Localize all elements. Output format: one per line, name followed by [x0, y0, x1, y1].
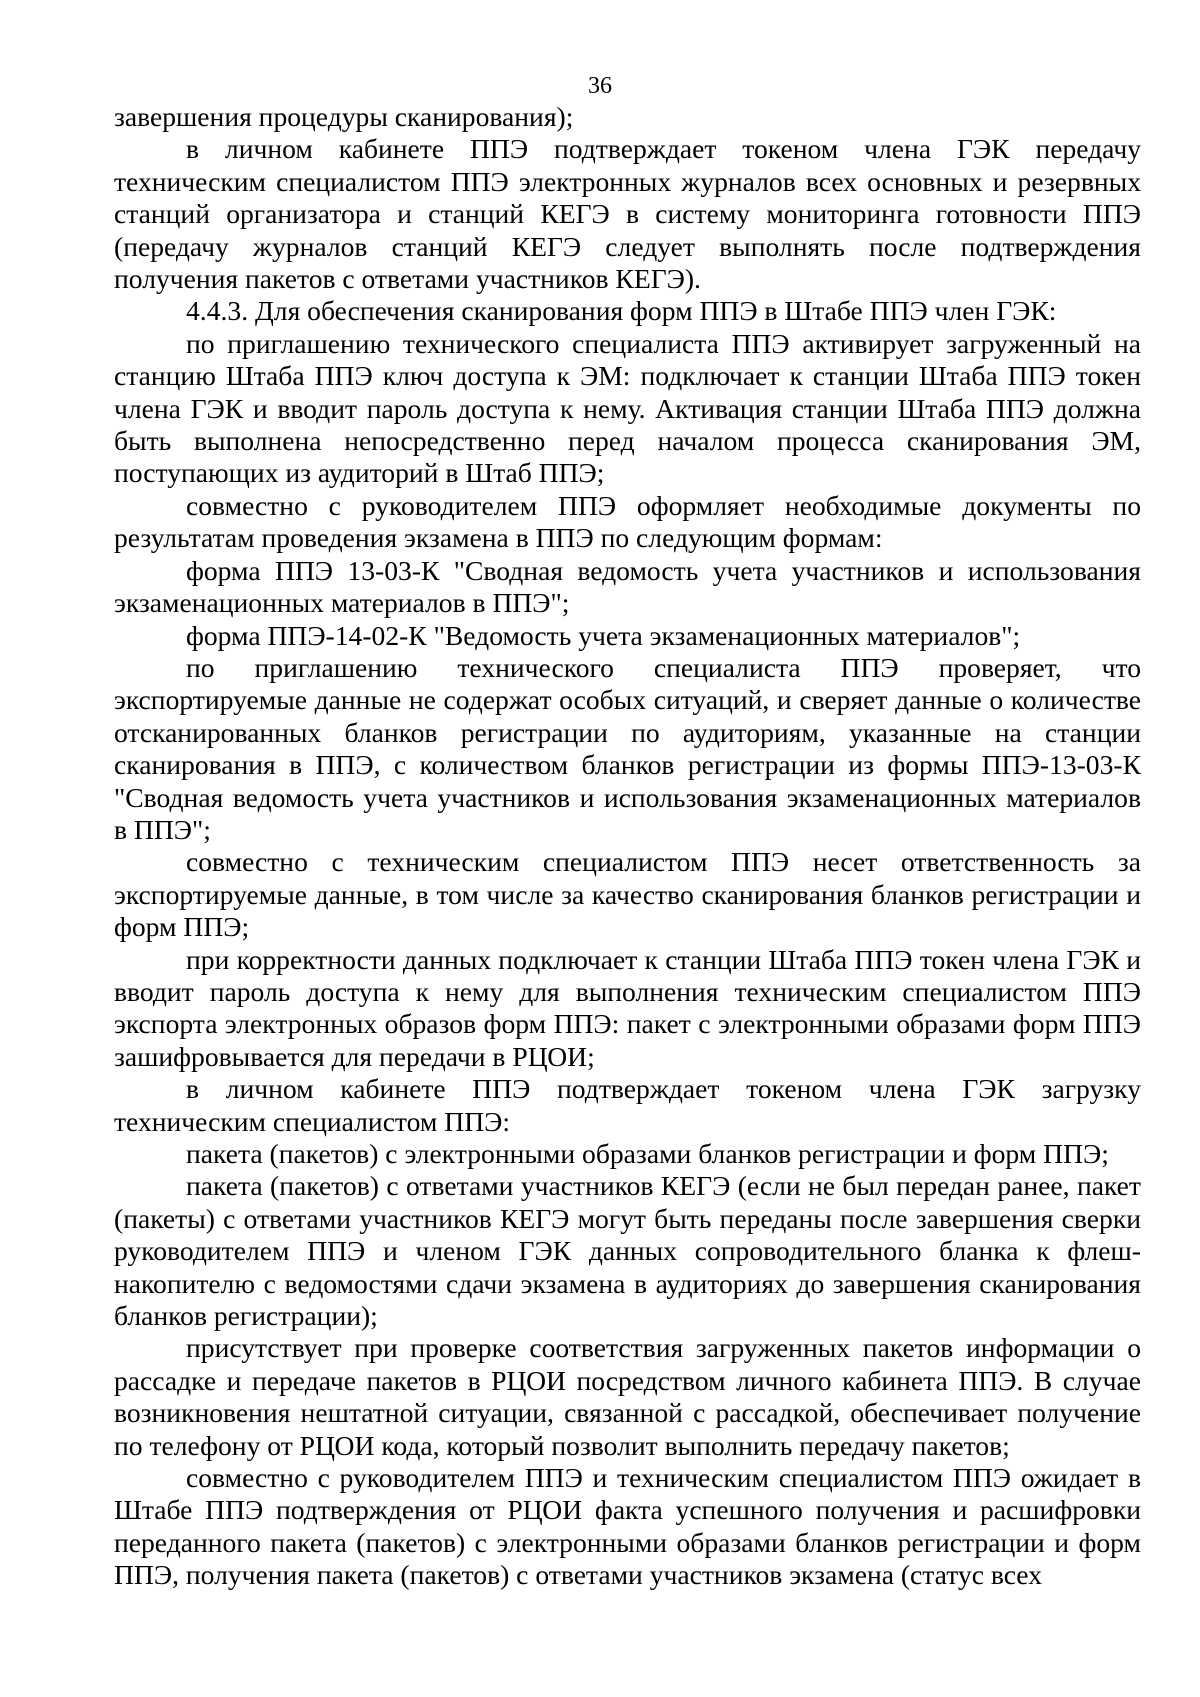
paragraph-activate-key: по приглашению технического специалиста ППЭ активирует загруженный на станцию Штаба ППЭ ключ доступа к ЭМ: подключает к станции Штаба ППЭ токен члена ГЭК и вводит пароль доступа к нему. Активация станции Штаба ППЭ должна быть выполнена непосредственно перед началом процесса сканирования ЭМ, поступающих из аудиторий в Штаб ППЭ;: [114, 327, 1141, 489]
paragraph-seating-check: присутствует при проверке соответствия загруженных пакетов информации о рассадке и передаче пакетов в РЦОИ посредством личного кабинета ППЭ. В случае возникновения нештатной ситуации, связанной с рассадкой, обеспечивает получение по телефону от РЦОИ кода, который позволит выполнить передачу пакетов;: [114, 1332, 1141, 1461]
paragraph-verify-export: по приглашению технического специалиста ППЭ проверяет, что экспортируемые данные не содержат особых ситуаций, и сверяет данные о количестве отсканированных бланков регистрации по аудиториям, указанные на станции сканирования в ППЭ, с количеством бланков регистрации из формы ППЭ-13-03-К "Сводная ведомость учета участников и использования экзаменационных материалов в ППЭ";: [114, 651, 1141, 845]
paragraph-form-14-02-k: форма ППЭ-14-02-К "Ведомость учета экзаменационных материалов";: [186, 619, 1021, 651]
paragraph-token-export: при корректности данных подключает к станции Штаба ППЭ токен члена ГЭК и вводит пароль доступа к нему для выполнения техническим специалистом ППЭ экспорта электронных образов форм ППЭ: пакет с электронными образами форм ППЭ зашифровывается для передачи в РЦОИ;: [114, 943, 1141, 1072]
page-number: 36: [588, 73, 612, 99]
paragraph-responsibility: совместно с техническим специалистом ППЭ несет ответственность за экспортируемые данные, в том числе за качество сканирования бланков регистрации и форм ППЭ;: [114, 846, 1141, 943]
paragraph-documents: совместно с руководителем ППЭ оформляет необходимые документы по результатам проведения экзамена в ППЭ по следующим формам:: [114, 489, 1141, 554]
paragraph-package-images: пакета (пакетов) с электронными образами бланков регистрации и форм ППЭ;: [186, 1138, 1109, 1169]
document-body: [114, 101, 1141, 1592]
paragraph-package-answers: пакета (пакетов) с ответами участников КЕГЭ (если не был передан ранее, пакет (пакеты) с ответами участников КЕГЭ могут быть переданы после завершения сверки руководителем ППЭ и членом ГЭК данных сопроводительного бланка к флеш-накопителю с ведомостями сдачи экзамена в аудиториях до завершения сканирования бланков регистрации);: [114, 1170, 1141, 1332]
paragraph-await-confirmation: совместно с руководителем ППЭ и техническим специалистом ППЭ ожидает в Штабе ППЭ подтверждения от РЦОИ факта успешного получения и расшифровки переданного пакета (пакетов) с электронными образами бланков регистрации и форм ППЭ, получения пакета (пакетов) с ответами участников экзамена (статус всех: [114, 1462, 1141, 1591]
paragraph-journals-transfer: в личном кабинете ППЭ подтверждает токеном члена ГЭК передачу техническим специалистом ППЭ электронных журналов всех основных и резервных станций организатора и станций КЕГЭ в систему мониторинга готовности ППЭ (передачу журналов станций КЕГЭ следует выполнять после подтверждения получения пакетов с ответами участников КЕГЭ).: [114, 133, 1141, 295]
paragraph-continuation: завершения процедуры сканирования);: [114, 101, 574, 132]
paragraph-form-13-03-k: форма ППЭ 13-03-К "Сводная ведомость учета участников и использования экзаменационных материалов в ППЭ";: [114, 554, 1141, 619]
paragraph-confirm-upload: в личном кабинете ППЭ подтверждает токеном члена ГЭК загрузку техническим специалистом ППЭ:: [114, 1073, 1141, 1137]
paragraph-section-4-4-3: 4.4.3. Для обеспечения сканирования форм ППЭ в Штабе ППЭ член ГЭК:: [186, 295, 1057, 327]
